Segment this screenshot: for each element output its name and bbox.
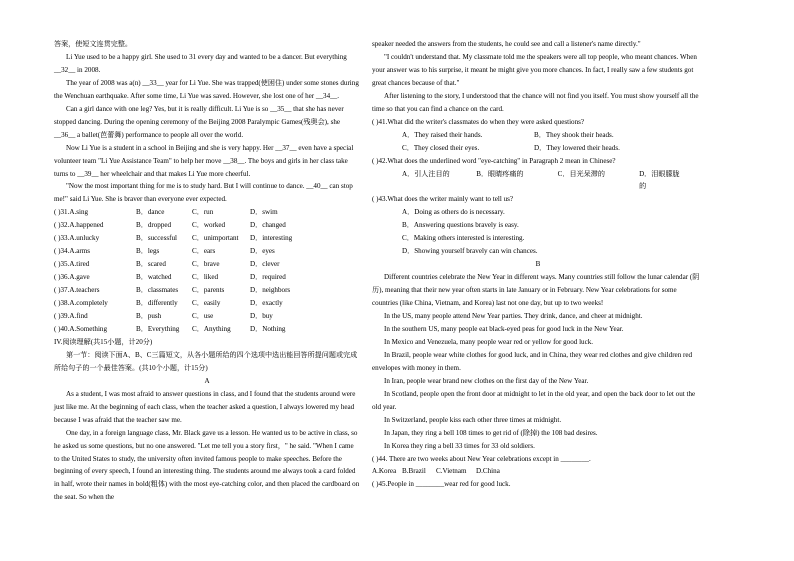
passage-b-paragraph: In Switzerland, people kiss each other three times at midnight. [384, 415, 562, 424]
right-column [372, 38, 704, 491]
option-row: ( )34.A.arms B．legs C．ears D．eyes [54, 247, 275, 256]
question-43-option: D．Showing yourself bravely can win chances. [402, 247, 538, 256]
option-row: ( )36.A.gave B．watched C．liked D．required [54, 273, 286, 282]
passage-b-paragraph: Different countries celebrate the New Year in different ways. Many countries still follow the lunar calendar (阴历), meaning that their new year often starts in late January or in February. New Year celebrations for some countries (like China, Vietnam, and Korea) last not one day, but up to two weeks! [372, 273, 700, 308]
passage-b-paragraph: In Scotland, people open the front door at midnight to let in the old year, and open the back door to let out the old year. [372, 389, 696, 411]
option-row: ( )35.A.tired B．scared C．brave D．clever [54, 260, 280, 269]
left-column [54, 38, 360, 504]
question-45: ( )45.People in ________wear red for good luck. [372, 480, 511, 489]
passage-b-label: B [535, 260, 541, 269]
cloze-options [54, 206, 360, 336]
passage-a-paragraph: After listening to the story, I understood that the chance will not find you itself. You must show yourself all the time so that you can find a chance on the card. [372, 91, 699, 113]
passage-b-paragraph: In Iran, people wear brand new clothes on the first day of the New Year. [384, 376, 589, 385]
passage-b-paragraph: In Mexico and Venezuela, many people wear red or yellow for good luck. [384, 337, 594, 346]
question-44-options: A.Korea B.Brazil C.Vietnam D.China [372, 467, 500, 476]
cloze-paragraph: The year of 2008 was a(n) __33__ year for Li Yue. She was trapped(使困住) under some stones during the Wenchuan earthquake. After some time, Li Yue was saved. However, she lost one of her __34__. [54, 78, 359, 100]
question-41-options: A．They raised their hands. B．They shook their heads. [402, 130, 614, 139]
question-42: ( )42.What does the underlined word "eye-catching" in Paragraph 2 mean in Chinese? [372, 156, 616, 165]
cloze-intro: 答案，使短文连贯完整。 [54, 40, 133, 48]
option-row: ( )31.A.sing B．dance C．run D．swim [54, 208, 278, 217]
cloze-paragraph: Can a girl dance with one leg? Yes, but it is really difficult. Li Yue is so __35__ that she has never stopped dancing. During the opening ceremony of the Beijing 2008 Paralympic Games(残奥会), she __36__ a ballet(芭蕾舞) performance to people all over the world. [54, 104, 344, 139]
question-42-options: A．引人注目的 B．眼睛疼痛的 C．目光呆滞的 D．泪眼朦胧的 [402, 169, 680, 191]
question-41-options: C．They closed their eyes. D．They lowered their heads. [402, 143, 620, 152]
passage-a-paragraph: As a student, I was most afraid to answer questions in class, and I found that the students around were just like me. At the beginning of each class, when the teacher asked a question, I always lowered my head because I was afraid that the teacher saw me. [54, 389, 356, 424]
question-43-option: C．Making others interested is interesting. [402, 234, 525, 243]
passage-b-paragraph: In the southern US, many people eat black-eyed peas for good luck in the New Year. [384, 324, 624, 333]
option-row: ( )32.A.happened B．dropped C．worked D．changed [54, 221, 286, 230]
question-43-option: B．Answering questions bravely is easy. [402, 221, 519, 230]
passage-a-label: A [204, 376, 210, 385]
question-44: ( )44. There are two weeks about New Year celebrations except in ________. [372, 454, 591, 463]
question-41: ( )41.What did the writer's classmates do when they were asked questions? [372, 117, 585, 126]
passage-b-paragraph: In the US, many people attend New Year parties. They drink, dance, and cheer at midnight. [384, 312, 643, 321]
passage-a-paragraph: speaker needed the answers from the students, he could see and call a listener's name directly." [372, 40, 641, 48]
cloze-paragraph: Li Yue used to be a happy girl. She used to 31 every day and wanted to be a dancer. But everything __32__ in 2008. [54, 52, 347, 74]
question-43: ( )43.What does the writer mainly want to tell us? [372, 195, 514, 204]
passage-a-paragraph: "I couldn't understand that. My classmate told me the speakers were all top people, who meant chances. When your answer was to his surprise, it meant he might give you more chances. In fact, I really saw a few students got great chances because of that." [372, 52, 697, 87]
section-title: IV.阅读理解(共15小题，计20分) [54, 337, 153, 346]
option-row: ( )39.A.find B．push C．use D．buy [54, 312, 273, 321]
question-43-option: A．Doing as others do is necessary. [402, 208, 505, 217]
option-row: ( )38.A.completely B．differently C．easily D．exactly [54, 299, 283, 308]
option-row: ( )33.A.unlucky B．successful C．unimportant D．interesting [54, 234, 293, 243]
option-row: ( )40.A.Something B．Everything C．Anything D．Nothing [54, 324, 286, 333]
passage-b-paragraph: In Korea they ring a bell 33 times for 33 old soldiers. [384, 441, 535, 450]
section-description: 第一节：阅读下面A、B、C三篇短文，从各小题所给的四个选项中选出能回答所提问题或完成所给句子的一个最佳答案。(共10个小题，计15分) [54, 350, 358, 372]
cloze-paragraph: "Now the most important thing for me is to study hard. But I will continue to dance. __40__ can stop me!" said Li Yue. She is braver than everyone ever expected. [54, 182, 353, 204]
cloze-paragraph: Now Li Yue is a student in a school in Beijing and she is very happy. Her __37__ even have a special volunteer team "Li Yue Assistance Team" to help her move __38__. The boys and girls in her class take turns to __39__ her wheelchair and that makes Li Yue more cheerful. [54, 143, 354, 178]
passage-b-paragraph: In Japan, they ring a bell 108 times to get rid of (除掉) the 108 bad desires. [384, 428, 598, 437]
passage-b-paragraph: In Brazil, people wear white clothes for good luck, and in China, they wear red clothes and give children red envelopes with money in them. [372, 350, 693, 372]
passage-a-paragraph: One day, in a foreign language class, Mr. Black gave us a lesson. He wanted us to be active in class, so he asked us some questions, but no one answered. "Let me tell you a story first，" he said. "When I came to the United States to study, the university often invited famous people to make speeches. Before the beginning of every speech, I found an interesting thing. The students around me always took a card folded in half, wrote their names in bold(粗体) with the most eye-catching color, and then placed the cardboard on the seat. So when the [54, 428, 360, 502]
option-row: ( )37.A.teachers B．classmates C．parents D．neighbors [54, 286, 291, 295]
